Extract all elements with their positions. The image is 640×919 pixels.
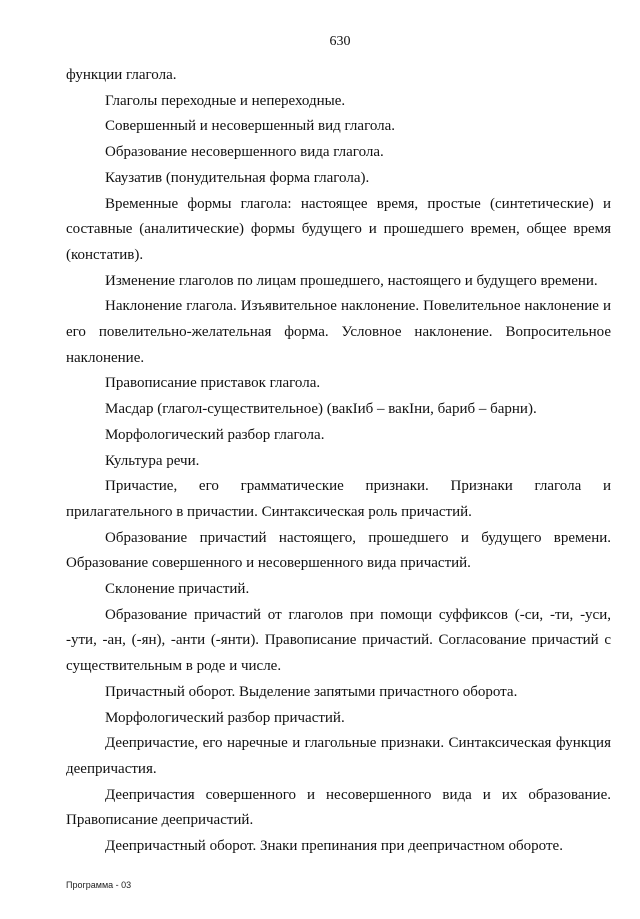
paragraph: Морфологический разбор глагола. xyxy=(105,426,325,443)
paragraph: Совершенный и несовершенный вид глагола. xyxy=(105,118,396,135)
paragraph: Деепричастный оборот. Знаки препинания при деепричастном обороте. xyxy=(105,838,563,855)
page-body xyxy=(66,63,611,860)
paragraph: функции глагола. xyxy=(66,67,177,83)
paragraph: Образование причастий настоящего, прошедшего и будущего времени. Образование совершенного и несовершенного вида причастий. xyxy=(66,529,611,572)
paragraph: Правописание приставок глагола. xyxy=(105,375,321,392)
paragraph: Образование несовершенного вида глагола. xyxy=(105,144,384,161)
paragraph: Образование причастий от глаголов при помощи суффиксов (-си, -ти, -уси, -ути, -ан, (-ян), -анти (-янти). Правописание причастий. Согласование причастий с существительным в роде и числе. xyxy=(66,606,611,675)
paragraph: Склонение причастий. xyxy=(105,581,250,598)
paragraph: Глаголы переходные и непереходные. xyxy=(105,92,346,109)
page-number: 630 xyxy=(329,34,351,49)
paragraph: Причастие, его грамматические признаки. Признаки глагола и прилагательного в причастии. Синтаксическая роль причастий. xyxy=(66,478,611,520)
paragraph: Наклонение глагола. Изъявительное наклонение. Повелительное наклонение и его повелительно-желательная форма. Условное наклонение. Вопросительное наклонение. xyxy=(66,298,611,366)
paragraph: Каузатив (понудительная форма глагола). xyxy=(105,169,370,186)
paragraph: Изменение глаголов по лицам прошедшего, настоящего и будущего времени. xyxy=(105,272,598,289)
paragraph: Причастный оборот. Выделение запятыми причастного оборота. xyxy=(105,683,518,700)
paragraph: Масдар (глагол-существительное) (вакIиб – вакIни, бариб – барни). xyxy=(105,401,537,418)
paragraph: Культура речи. xyxy=(105,452,200,469)
footer-label: Программа - 03 xyxy=(66,880,132,890)
paragraph: Деепричастия совершенного и несовершенного вида и их образование. Правописание деепричастий. xyxy=(66,786,611,829)
paragraph: Деепричастие, его наречные и глагольные признаки. Синтаксическая функция деепричастия. xyxy=(66,735,611,777)
paragraph: Морфологический разбор причастий. xyxy=(105,709,345,726)
paragraph: Временные формы глагола: настоящее время, простые (синтетические) и составные (аналитические) формы будущего и прошедшего времен, общее время (констатив). xyxy=(66,195,611,263)
